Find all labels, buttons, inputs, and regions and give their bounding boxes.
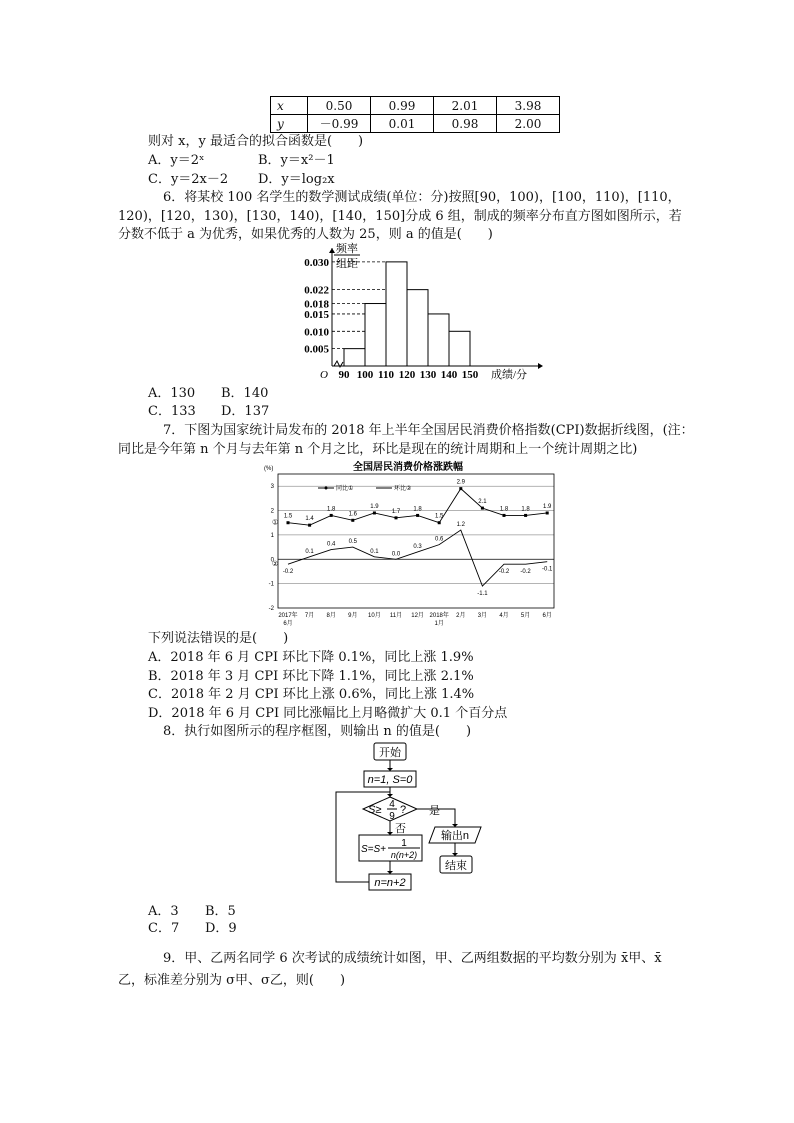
flow-update-num: 1: [401, 838, 407, 849]
x-tick-label: 6月: [542, 613, 552, 619]
y-tick-label: 2: [270, 508, 274, 515]
table-head-y: y: [271, 115, 308, 133]
y-tick-label: -2: [268, 606, 274, 612]
y-axis-arrow: [329, 248, 335, 253]
y-tick-label: 0.005: [304, 343, 329, 356]
flow-init-label: n=1, S=0: [367, 774, 413, 786]
q7-line1: 7．下图为国家统计局发布的 2018 年上半年全国居民消费价格指数(CPI)数据折线图，(注：: [163, 423, 694, 438]
cpi-line-chart: [258, 460, 558, 630]
data-label: 2.9: [456, 479, 465, 486]
data-label: 1.4: [305, 516, 314, 523]
origin-label: O: [320, 369, 328, 381]
q7-stem: 下列说法错误的是( ): [148, 631, 289, 646]
q6-option-a: A．130: [148, 386, 196, 401]
q8-option-a: A．3: [148, 904, 179, 919]
table-cell: 0.01: [371, 115, 434, 133]
data-label: -0.2: [498, 569, 510, 576]
legend-label: 同比①: [336, 486, 354, 492]
data-label: 0.6: [435, 536, 444, 543]
histogram-chart: [286, 240, 546, 385]
table-cell: 2.01: [434, 97, 497, 115]
flow-end-label: 结束: [445, 860, 467, 872]
q8-option-d: D．9: [205, 921, 237, 936]
data-point: [503, 514, 506, 517]
x-tick-label-sub: 1月: [434, 621, 444, 627]
x-tick-label: 110: [378, 369, 394, 381]
data-label: 1.5: [283, 513, 293, 520]
series-marker: ②: [272, 561, 279, 569]
q5-option-a: A．y＝2ˣ: [148, 153, 205, 168]
data-point: [351, 519, 354, 522]
flow-update-left: S=S+: [361, 844, 387, 855]
x-tick-label: 11月: [389, 613, 403, 619]
y-tick-label: 3: [270, 484, 274, 491]
data-label: -0.2: [520, 569, 531, 576]
data-label: 1.9: [370, 503, 379, 510]
table-head-x: x: [271, 97, 308, 115]
flow-cond-num: 4: [389, 799, 395, 810]
y-tick-label: 0.018: [304, 298, 329, 311]
x-tick-label: 130: [419, 369, 437, 381]
data-label: 0.4: [327, 541, 336, 548]
q5-stem: 则对 x，y 最适合的拟合函数是( ): [148, 134, 364, 149]
y-label-top: 频率: [336, 243, 358, 255]
y-label-bottom: 组距: [336, 258, 358, 270]
data-point: [373, 511, 376, 514]
program-flowchart: [334, 740, 494, 900]
x-tick-label: 9月: [348, 613, 358, 619]
x-tick-label: 7月: [304, 613, 315, 619]
q5-option-c: C．y＝2x－2: [148, 172, 229, 187]
histogram-bar: [428, 314, 449, 366]
histogram-bar: [344, 349, 365, 366]
chart-frame: [278, 474, 554, 608]
q7-option-c: C．2018 年 2 月 CPI 环比上涨 0.6%，同比上涨 1.4%: [148, 687, 475, 702]
q8-option-b: B．5: [205, 904, 236, 919]
data-label: 0.1: [370, 548, 379, 555]
x-tick-label: 2月: [456, 613, 466, 619]
data-label: 2.1: [478, 499, 487, 506]
data-point: [481, 507, 484, 510]
flow-cond-q: ?: [400, 804, 407, 816]
table-cell: 3.98: [497, 97, 560, 115]
data-label: -1.1: [477, 591, 488, 598]
table-cell: －0.99: [308, 115, 371, 133]
data-label: 1.5: [435, 513, 444, 520]
data-label: 0.1: [305, 548, 314, 555]
series-marker: ①: [272, 519, 279, 527]
q7-option-b: B．2018 年 3 月 CPI 环比下降 1.1%，同比上涨 2.1%: [148, 669, 474, 684]
legend-label: 环比②: [394, 486, 412, 492]
flow-start-label: 开始: [379, 747, 401, 759]
y-tick-label: 0.015: [304, 308, 329, 321]
y-unit-label: (%): [264, 466, 274, 472]
histogram-bar: [365, 304, 386, 366]
x-tick-label: 2018年: [429, 613, 449, 619]
data-point: [330, 514, 333, 517]
x-tick-label: 150: [461, 369, 479, 381]
table-cell: 2.00: [497, 115, 560, 133]
x-axis-arrow: [538, 363, 543, 369]
data-point: [308, 524, 311, 527]
data-point: [524, 514, 527, 517]
data-point: [416, 514, 419, 517]
x-tick-label: 3月: [477, 613, 488, 619]
q6-line1: 6．将某校 100 名学生的数学测试成绩(单位：分)按照[90，100)，[100，110)，[110，: [163, 190, 681, 205]
data-point: [459, 487, 462, 490]
xy-table: [270, 96, 560, 133]
data-label: 1.8: [413, 506, 422, 513]
flow-cond-left: S≥: [368, 804, 382, 816]
chart-title: 全国居民消费价格涨跌幅: [353, 462, 463, 473]
x-tick-label: 5月: [520, 613, 531, 619]
table-cell: 0.99: [371, 97, 434, 115]
q6-option-c: C．133: [148, 404, 196, 419]
table-cell: 0.98: [434, 115, 497, 133]
data-label: 0.0: [391, 551, 401, 558]
q6-option-d: D．137: [221, 404, 270, 419]
series-line: [288, 530, 547, 586]
x-tick-label: 12月: [411, 613, 424, 619]
x-tick-label-sub: 6月: [283, 621, 293, 627]
table-cell: 0.50: [308, 97, 371, 115]
histogram-bar: [386, 262, 407, 366]
q6-line3: 分数不低于 a 为优秀，如果优秀的人数为 25，则 a 的值是( ): [118, 227, 493, 242]
data-label: -0.1: [542, 566, 553, 573]
table-row: [271, 115, 560, 133]
data-label: 1.8: [521, 506, 530, 513]
data-label: 0.5: [348, 539, 357, 546]
q7-line2: 同比是今年第 n 个月与去年第 n 个月之比，环比是现在的统计周期和上一个统计周期之比): [118, 442, 638, 457]
q6-line2: 120)，[120，130)，[130，140)，[140，150]分成 6 组，制成的频率分布直方图如图所示，若: [118, 209, 682, 224]
histogram-bar: [407, 290, 428, 366]
legend-marker: [325, 487, 328, 490]
q7-option-d: D．2018 年 6 月 CPI 同比涨幅比上月略微扩大 0.1 个百分点: [148, 706, 508, 721]
data-point: [438, 521, 441, 524]
x-tick-label: 100: [356, 369, 374, 381]
data-label: 1.8: [327, 506, 336, 513]
table-row: [271, 97, 560, 115]
q5-option-d: D．y＝log₂x: [258, 172, 335, 187]
x-tick-label: 4月: [499, 613, 509, 619]
data-label: 1.8: [499, 506, 509, 513]
data-label: 1.6: [348, 511, 357, 518]
q6-option-b: B．140: [221, 386, 269, 401]
flow-yes-label: 是: [429, 805, 440, 817]
x-tick-label: 140: [440, 369, 458, 381]
data-point: [546, 511, 549, 514]
flow-cond-den: 9: [389, 811, 395, 822]
data-point: [287, 521, 290, 524]
y-tick-label: 0.022: [304, 284, 329, 297]
q9-line2: 乙，标准差分别为 σ甲、σ乙，则( ): [118, 973, 346, 988]
flow-update-den: n(n+2): [390, 850, 418, 860]
flow-no-label: 否: [395, 823, 406, 835]
q7-option-a: A．2018 年 6 月 CPI 环比下降 0.1%，同比上涨 1.9%: [148, 650, 474, 665]
histogram-bar: [449, 331, 470, 366]
y-tick-label: -1: [268, 581, 274, 588]
y-tick-label: 0: [270, 557, 274, 564]
x-tick-label: 120: [398, 369, 416, 381]
flow-incr-label: n=n+2: [374, 877, 406, 889]
y-tick-label: 1: [270, 532, 274, 539]
data-label: 1.7: [391, 508, 401, 515]
q8-option-c: C．7: [148, 921, 180, 936]
data-label: -0.2: [282, 569, 294, 576]
data-label: 1.2: [456, 522, 465, 529]
data-label: 0.3: [413, 543, 422, 550]
x-tick-label: 2017年: [278, 613, 298, 619]
x-axis-label: 成绩/分: [491, 369, 528, 381]
x-tick-label: 90: [338, 369, 350, 381]
q9-line1: 9．甲、乙两名同学 6 次考试的成绩统计如图，甲、乙两组数据的平均数分别为 x̄甲、x̄: [163, 951, 662, 966]
x-tick-label: 10月: [368, 613, 381, 619]
y-tick-label: 0.030: [304, 256, 329, 269]
y-tick-label: 0.010: [304, 326, 329, 339]
x-tick-label: 8月: [326, 613, 336, 619]
q8-stem: 8．执行如图所示的程序框图，则输出 n 的值是( ): [163, 724, 472, 739]
data-point: [395, 516, 398, 519]
data-label: 1.9: [543, 503, 552, 510]
flow-output-label: 输出n: [440, 830, 470, 842]
q5-option-b: B．y＝x²－1: [258, 153, 335, 168]
